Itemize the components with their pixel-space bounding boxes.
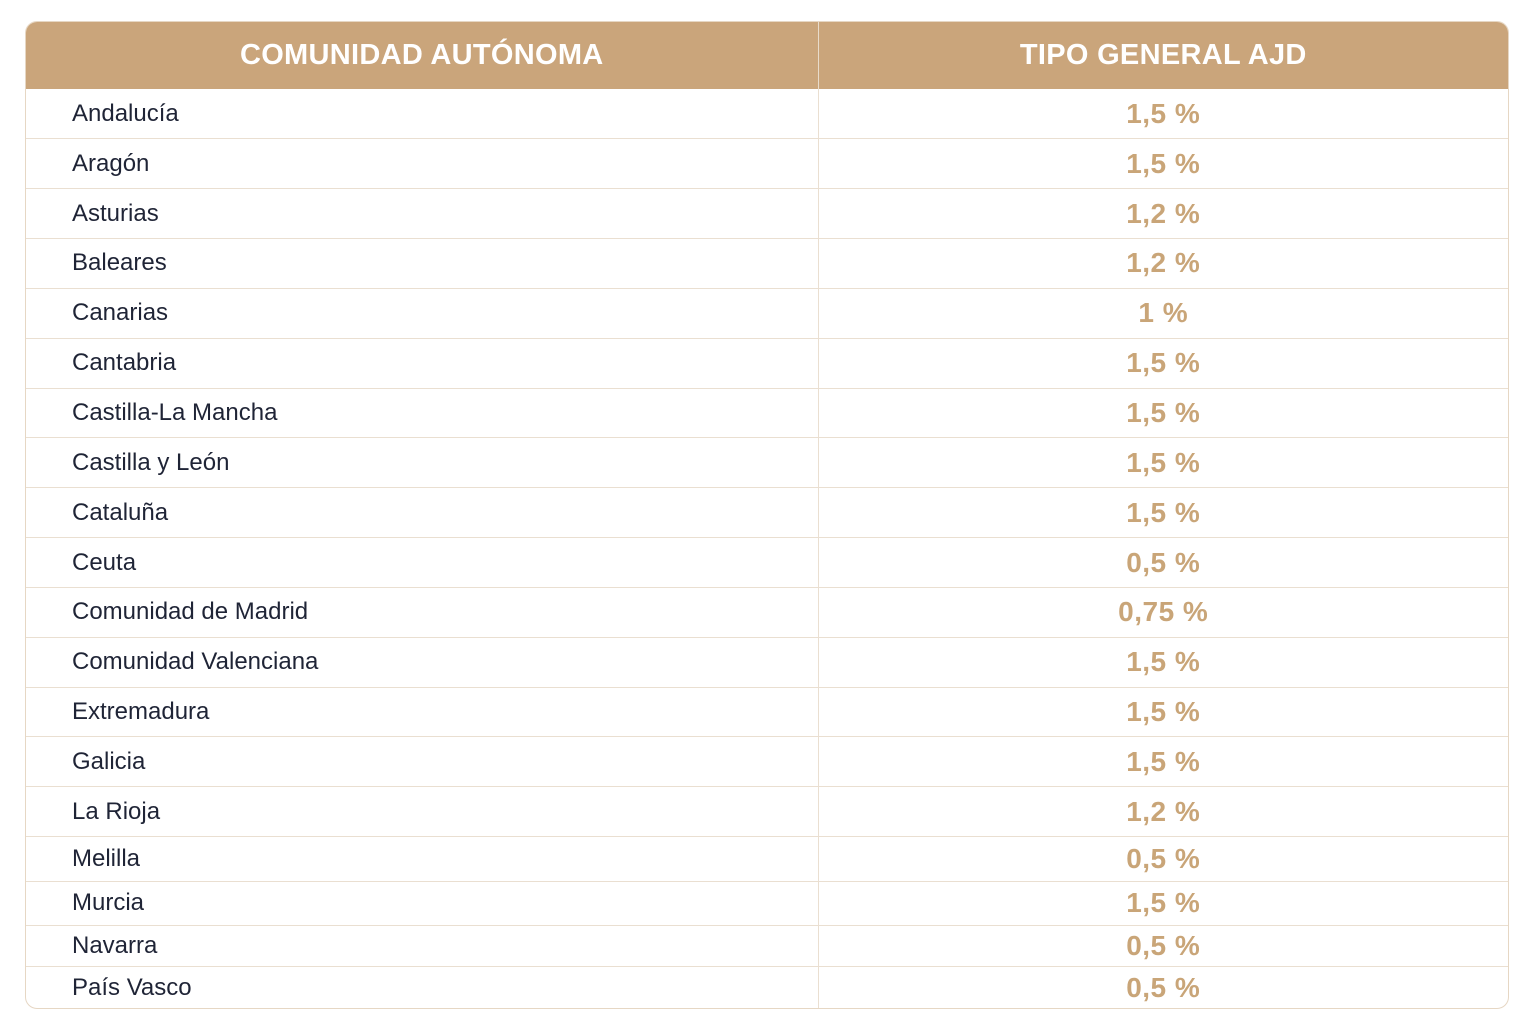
rate-cell: 1,5 %: [818, 139, 1508, 189]
table-header: [26, 22, 1508, 89]
table-row: [26, 687, 1508, 737]
region-cell: Castilla y León: [26, 438, 818, 488]
table-body: [26, 89, 1508, 1008]
rate-cell: 0,5 %: [818, 926, 1508, 967]
table-row: [26, 438, 1508, 488]
ajd-rates-table: [26, 22, 1508, 1008]
rate-cell: 1,5 %: [818, 488, 1508, 538]
region-cell: Cantabria: [26, 338, 818, 388]
rate-cell: 1,5 %: [818, 881, 1508, 926]
table-row: [26, 737, 1508, 787]
table-row: [26, 288, 1508, 338]
region-cell: Melilla: [26, 837, 818, 882]
region-cell: La Rioja: [26, 787, 818, 837]
region-cell: Galicia: [26, 737, 818, 787]
rate-cell: 0,5 %: [818, 837, 1508, 882]
region-cell: Ceuta: [26, 538, 818, 588]
region-cell: Cataluña: [26, 488, 818, 538]
table-row: [26, 967, 1508, 1008]
table-row: [26, 837, 1508, 882]
rate-cell: 1,5 %: [818, 438, 1508, 488]
region-cell: Asturias: [26, 189, 818, 239]
table-row: [26, 926, 1508, 967]
table-row: [26, 538, 1508, 588]
region-cell: Aragón: [26, 139, 818, 189]
rate-cell: 1 %: [818, 288, 1508, 338]
rate-cell: 0,5 %: [818, 538, 1508, 588]
rate-cell: 1,5 %: [818, 637, 1508, 687]
region-cell: Murcia: [26, 881, 818, 926]
rate-cell: 1,5 %: [1126, 97, 1201, 129]
rate-cell: 0,75 %: [818, 587, 1508, 637]
header-rate: TIPO GENERAL AJD: [1019, 39, 1307, 71]
rate-cell: 1,2 %: [818, 189, 1508, 239]
region-cell: Canarias: [26, 288, 818, 338]
rate-cell: 1,2 %: [818, 239, 1508, 289]
region-cell: País Vasco: [26, 967, 818, 1008]
header-row: [26, 22, 1508, 89]
table-row: [26, 388, 1508, 438]
ajd-rates-table-container: [25, 21, 1509, 1009]
table-row: [26, 881, 1508, 926]
region-cell: Andalucía: [26, 89, 818, 139]
table-row: [26, 89, 1508, 139]
region-cell: Baleares: [26, 239, 818, 289]
table-row: [26, 587, 1508, 637]
rate-cell: 1,5 %: [818, 687, 1508, 737]
table-row: [26, 239, 1508, 289]
rate-cell: 1,5 %: [818, 737, 1508, 787]
region-cell: Castilla-La Mancha: [26, 388, 818, 438]
table-row: [26, 637, 1508, 687]
region-cell: Navarra: [26, 926, 818, 967]
table-row: [26, 139, 1508, 189]
table-row: [26, 189, 1508, 239]
rate-cell: 1,2 %: [818, 787, 1508, 837]
header-region: COMUNIDAD AUTÓNOMA: [26, 22, 818, 89]
region-cell: Comunidad Valenciana: [26, 637, 818, 687]
region-cell: Extremadura: [26, 687, 818, 737]
rate-cell: 1,5 %: [818, 388, 1508, 438]
region-cell: Comunidad de Madrid: [26, 587, 818, 637]
rate-cell: 0,5 %: [818, 967, 1508, 1008]
rate-cell: 1,5 %: [818, 338, 1508, 388]
table-row: [26, 787, 1508, 837]
table-row: [26, 488, 1508, 538]
table-row: [26, 338, 1508, 388]
